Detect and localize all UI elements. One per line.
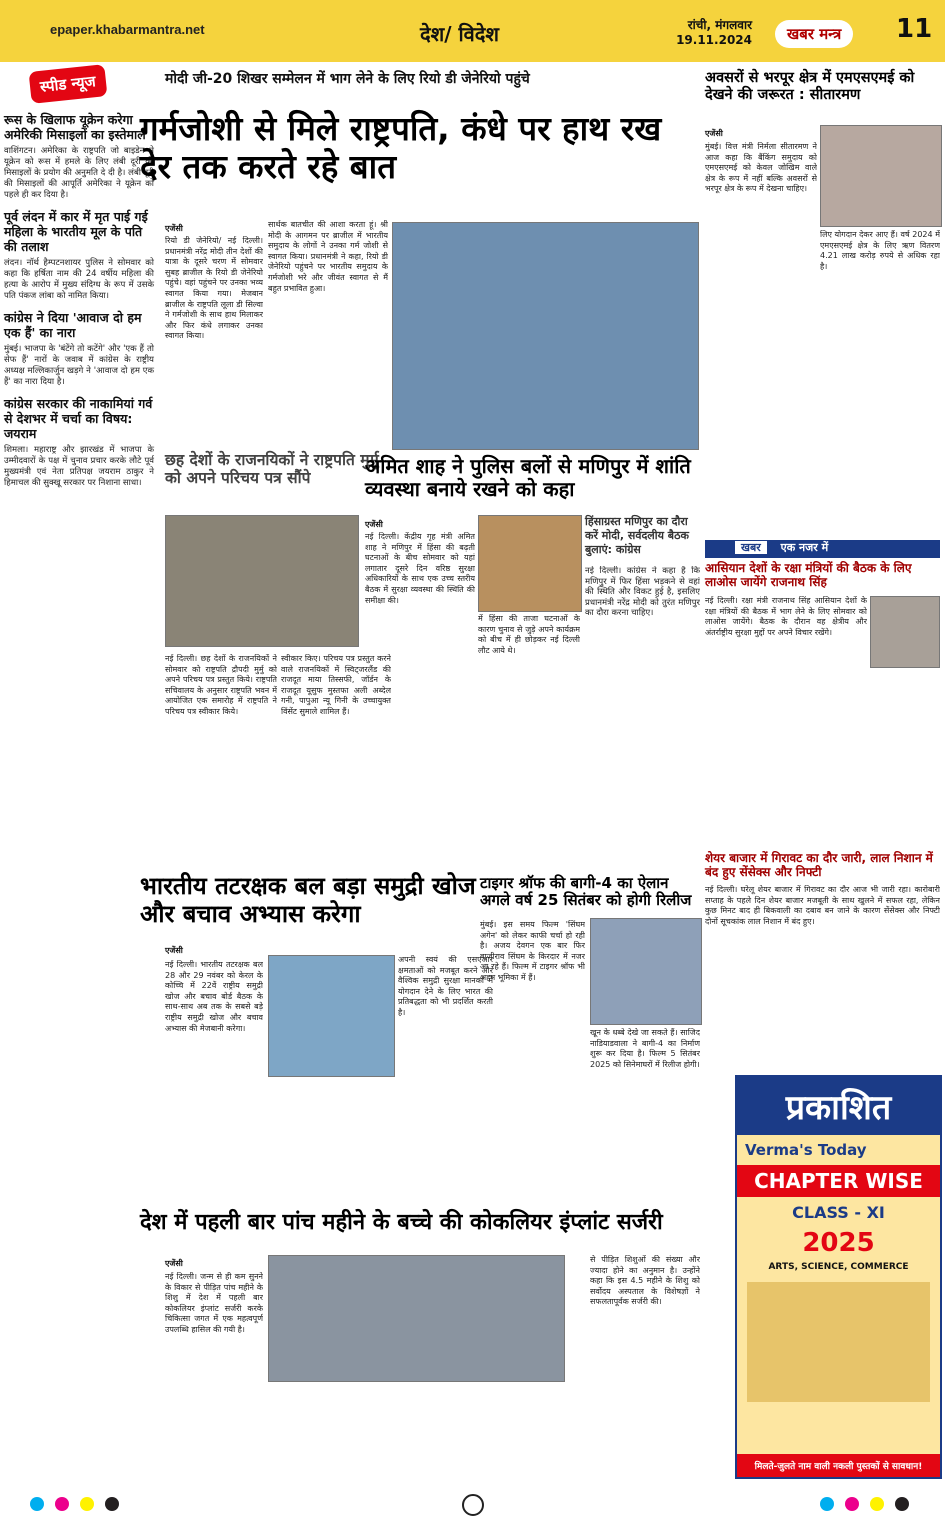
lead-body-col-2: सार्थक बातचीत की आशा करता हूं। श्री मोदी के आगमन पर ब्राजील में भारतीय समुदाय के लोगों ने उनका गर्म जोशी से स्वागत किया। प्रधानमंत्री ने कहा, रियो डी जेनेरियो पहुंचने पर भारतीय समुदाय के गर्मजोशी भरे और जीवंत स्वागत से मैं बहुत प्रभावित हुआ। bbox=[268, 220, 388, 293]
advert-class: CLASS - XI bbox=[792, 1203, 885, 1222]
advert-footer: मिलते-जुलते नाम वाली नकली पुस्तकों से सावधान! bbox=[737, 1454, 940, 1477]
advert-product: CHAPTER WISE bbox=[737, 1165, 940, 1197]
sidebar-story-2-body: लंदन। नॉर्थ हैम्पटनशायर पुलिस ने सोमवार को कहा कि हर्षिता नाम की 24 वर्षीय महिला की हत्या के आरोप में मुख्य संदिग्ध के रूप में उसके पति पंकज लांबा को नामित किया। bbox=[4, 258, 154, 301]
advert-year: 2025 bbox=[802, 1228, 875, 1258]
lead-headline[interactable]: गर्मजोशी से मिले राष्ट्रपति, कंधे पर हाथ रख देर तक करते रहे बात bbox=[140, 109, 662, 186]
advert-brand: Verma's Today bbox=[745, 1141, 867, 1159]
market-headline[interactable]: शेयर बाजार में गिरावट का दौर जारी, लाल निशान में बंद हुए सेंसेक्स और निफ्टी bbox=[705, 851, 933, 879]
tiger-headline[interactable]: टाइगर श्रॉफ की बागी-4 का ऐलान अगले वर्ष 25 सितंबर को होगी रिलीज bbox=[480, 874, 692, 910]
coastguard-body-col-2: अपनी स्वयं की एसएआर क्षमताओं को मजबूत करने और वैश्विक समुद्री सुरक्षा मानकों में योगदान देने के लिए भारत की प्रतिबद्धता को भी प्रदर्शित करती है। bbox=[398, 955, 493, 1017]
msme-body-col-1: मुंबई। वित्त मंत्री निर्मला सीतारमण ने आज कहा कि बैंकिंग समुदाय को एमएसएमई को केवल जोखिम वाले क्षेत्र के रूप में नहीं बल्कि अवसरों से भरपूर क्षेत्र के रूप में देखना चाहिए। bbox=[705, 142, 817, 194]
tiger-body-col-2: खून के धब्बे देखे जा सकते हैं। साजिद नाडियाडवाला ने बागी-4 का निर्माण शुरू कर दिया है। फिल्म 5 सितंबर 2025 को सिनेमाघरों में रिलीज होगी। bbox=[590, 1028, 700, 1069]
cochlear-headline[interactable]: देश में पहली बार पांच महीने के बच्चे की कोकलियर इंप्लांट सर्जरी bbox=[140, 1210, 663, 1235]
magenta-dot-icon bbox=[845, 1497, 859, 1511]
coastguard-body-col-1: नई दिल्ली। भारतीय तटरक्षक बल 28 और 29 नवंबर को केरल के कोच्चि में 22वें राष्ट्रीय समुद्री खोज और बचाव बोर्ड बैठक के साथ-साथ अब तक के सबसे बड़े राष्ट्रीय समुद्री खोज और बचाव अभ्यास की मेजबानी करेगा। bbox=[165, 960, 263, 1033]
newspaper-logo: खबर मन्त्र bbox=[775, 20, 853, 48]
diplomats-body-col-2: स्वीकार किए। परिचय पत्र प्रस्तुत करने वाले राजनयिकों में स्विट्जरलैंड की राजदूत माया तिस्सफी, जॉर्डन के राजदूत यूसुफ मुस्तफा अली अब्देल गनी, पापुआ न्यू गिनी के उच्चायुक्त विंसेंट सुमाले शामिल हैं। bbox=[281, 654, 391, 716]
black-dot-icon bbox=[895, 1497, 909, 1511]
msme-body-col-2: लिए योगदान देकर आए हैं। वर्ष 2024 में एमएसएमई क्षेत्र के लिए ऋण वितरण 4.21 लाख करोड़ रुपये से अधिक रहा है। bbox=[820, 230, 940, 271]
sitharaman-photo bbox=[820, 125, 942, 227]
lead-byline: एजेंसी bbox=[165, 224, 183, 233]
lead-kicker: मोदी जी-20 शिखर सम्मेलन में भाग लेने के लिए रियो डी जेनेरियो पहुंचे bbox=[165, 71, 530, 87]
president-photo bbox=[165, 515, 359, 647]
print-registration-bar bbox=[0, 1490, 945, 1517]
cochlear-byline: एजेंसी bbox=[165, 1259, 183, 1268]
rajnath-singh-photo bbox=[870, 596, 940, 668]
book-advertisement[interactable] bbox=[735, 1075, 942, 1479]
sidebar-story-4-head[interactable]: कांग्रेस सरकार की नाकामियां गर्व से देशभर में चर्चा का विषय: जयराम bbox=[4, 396, 153, 441]
manipur-body-col-2: में हिंसा की ताजा घटनाओं के कारण चुनाव से जुड़े अपने कार्यक्रम को बीच में ही छोड़कर नई दिल्ली लौट आये थे। bbox=[478, 614, 580, 655]
city-day: रांची, मंगलवार bbox=[687, 18, 752, 32]
diplomats-body-col-1: नई दिल्ली। छह देशों के राजनयिकों ने सोमवार को राष्ट्रपति द्रौपदी मुर्मु को अपने परिचय पत्र प्रस्तुत किये। राष्ट्रपति सचिवालय के अनुसार राष्ट्रपति भवन में आयोजित एक समारोह में राष्ट्रपति ने परिचय पत्र स्वीकार किये। bbox=[165, 654, 277, 716]
asean-body: नई दिल्ली। रक्षा मंत्री राजनाथ सिंह आसियान देशों के रक्षा मंत्रियों की बैठक में भाग लेने के लिए सोमवार को लाओस जायेंगे। बैठक के दौरान वह क्षेत्रीय और अंतर्राष्ट्रीय सुरक्षा मुद्दों पर अपने विचार रखेंगे। bbox=[705, 596, 867, 637]
asean-headline[interactable]: आसियान देशों के रक्षा मंत्रियों की बैठक के लिए लाओस जायेंगे राजनाथ सिंह bbox=[705, 561, 912, 589]
section-title: देश/ विदेश bbox=[420, 22, 500, 46]
modi-lula-photo bbox=[392, 222, 699, 450]
diplomats-headline[interactable]: छह देशों के राजनयिकों ने राष्ट्रपति मुर्मु को अपने परिचय पत्र सौंपे bbox=[165, 451, 379, 487]
registration-mark-icon bbox=[462, 1494, 484, 1516]
sidebar-story-1-head[interactable]: रूस के खिलाफ यूक्रेन करेगा अमेरिकी मिसाइलों का इस्तेमाल bbox=[4, 112, 146, 142]
news-at-a-glance-bar bbox=[705, 540, 940, 558]
page-number: 11 bbox=[896, 14, 933, 44]
tiger-shroff-photo bbox=[590, 918, 702, 1025]
manipur-byline: एजेंसी bbox=[365, 520, 383, 529]
dateline bbox=[634, 18, 752, 48]
sidebar-story-2-head[interactable]: पूर्व लंदन में कार में मृत पाई गई महिला के भारतीय मूल के पति की तलाश bbox=[4, 209, 148, 254]
coastguard-photo bbox=[268, 955, 395, 1077]
cyan-dot-icon bbox=[30, 1497, 44, 1511]
khabar-title: एक नजर में bbox=[780, 541, 829, 554]
site-domain[interactable]: epaper.khabarmantra.net bbox=[50, 22, 205, 37]
tiger-body-col-1: मुंबई। इस समय फिल्म 'सिंघम अगेन' को लेकर काफी चर्चा हो रही है। अजय देवगन एक बार फिर बाजीराव सिंघम के किरदार में नजर आ रहे हैं। फिल्म में टाइगर श्रॉफ भी अहम भूमिका में हैं। bbox=[480, 920, 585, 982]
cochlear-body-col-1: नई दिल्ली। जन्म से ही कम सुनने के विकार से पीड़ित पांच महीने के शिशु में देश में पहली बार कोकलियर इंप्लांट सर्जरी करके चिकित्सा जगत में एक महत्वपूर्ण उपलब्धि हासिल की गयी है। bbox=[165, 1272, 263, 1334]
msme-headline[interactable]: अवसरों से भरपूर क्षेत्र में एमएसएमई को देखने की जरूरत : सीतारमण bbox=[705, 70, 915, 103]
sidebar-story-3-body: मुंबई। भाजपा के 'बंटेंगे तो कटेंगे' और 'एक हैं तो सेफ हैं' नारों के जवाब में कांग्रेस के राष्ट्रीय अध्यक्ष मल्लिकार्जुन खड़गे ने 'आवाज दो हम एक हैं' का नारा दिया है। bbox=[4, 344, 154, 387]
advert-title: प्रकाशित bbox=[737, 1077, 940, 1135]
sidebar-story-1-body: वाशिंगटन। अमेरिका के राष्ट्रपति जो बाइडेन ने यूक्रेन को रूस में हमले के लिए लंबी दूरी की मिसाइलों के प्रयोग की अनुमति दे दी है। लंबी दूरी की मिसाइलों की आपूर्ति अमेरिका ने यूक्रेन को पहले ही कर दिया है। bbox=[4, 146, 154, 200]
msme-byline: एजेंसी bbox=[705, 129, 723, 138]
yellow-dot-icon bbox=[80, 1497, 94, 1511]
black-dot-icon bbox=[105, 1497, 119, 1511]
market-body: नई दिल्ली। घरेलू शेयर बाजार में गिरावट का दौर आज भी जारी रहा। कारोबारी सप्ताह के पहले दिन शेयर बाजार मजबूती के साथ खुलने में सफल रहा, लेकिन कुछ मिनट बाद ही बिकवाली का दबाव बन जाने के कारण सेंसेक्स और निफ्टी दोनों सूचकांक लाल निशान में बंद हुए। bbox=[705, 885, 940, 926]
manipur-body-col-1: नई दिल्ली। केंद्रीय गृह मंत्री अमित शाह ने मणिपुर में हिंसा की बढ़ती घटनाओं के बीच सोमवार को यहां लगातार दूसरे दिन वरिष्ठ सुरक्षा अधिकारियों के साथ एक उच्च स्तरीय बैठक में सुरक्षा व्यवस्था की स्थिति की समीक्षा की। bbox=[365, 532, 475, 605]
manipur-headline[interactable]: अमित शाह ने पुलिस बलों से मणिपुर में शांति व्यवस्था बनाये रखने को कहा bbox=[365, 454, 691, 501]
manipur-side-body: नई दिल्ली। कांग्रेस ने कहा है कि मणिपुर में फिर हिंसा भड़कने से वहां की स्थिति और विकट हुई है, इसलिए प्रधानमंत्री नरेंद्र मोदी को तुरंत मणिपुर का दौरा करना चाहिए। bbox=[585, 566, 700, 619]
issue-date: 19.11.2024 bbox=[676, 33, 752, 47]
speed-news-column bbox=[4, 112, 154, 1522]
cochlear-body-col-2: से पीड़ित शिशुओं की संख्या और ज्यादा होने का अनुमान है। उन्होंने कहा कि इस 4.5 महीने के शिशु को सर्वोदय अस्पताल के विशेषज्ञों ने सफलतापूर्वक सर्जरी की। bbox=[590, 1255, 700, 1307]
coastguard-headline[interactable]: भारतीय तटरक्षक बल बड़ा समुद्री खोज और बचाव अभ्यास करेगा bbox=[140, 872, 476, 928]
cochlear-photo bbox=[268, 1255, 565, 1382]
sidebar-story-3-head[interactable]: कांग्रेस ने दिया 'आवाज दो हम एक हैं' का नारा bbox=[4, 310, 142, 340]
amit-shah-photo bbox=[478, 515, 582, 612]
sidebar-story-4-body: शिमला। महाराष्ट्र और झारखंड में भाजपा के उम्मीदवारों के पक्ष में चुनाव प्रचार करके लौटे पूर्व मुख्यमंत्री एवं नेता प्रतिपक्ष जयराम ठाकुर ने हिमाचल की सुक्खू सरकार पर निशाना साधा। bbox=[4, 445, 154, 488]
advert-book-covers bbox=[747, 1282, 930, 1402]
speed-news-badge: स्पीड न्यूज bbox=[29, 64, 108, 104]
khabar-label: खबर bbox=[735, 541, 767, 554]
magenta-dot-icon bbox=[55, 1497, 69, 1511]
manipur-side-head[interactable]: हिंसाग्रस्त मणिपुर का दौरा करें मोदी, सर्वदलीय बैठक बुलाएं: कांग्रेस bbox=[585, 515, 689, 556]
lead-body-col-1: रियो डी जेनेरियो/ नई दिल्ली। प्रधानमंत्री नरेंद्र मोदी तीन देशों की यात्रा के दूसरे चरण में सोमवार सुबह ब्राजील के रियो डी जेनेरियो पहुंचे। वहां पहुंचने पर उनका भव्य स्वागत किया गया। मेजबान ब्राजील के राष्ट्रपति लूला डी सिल्वा ने गर्मजोशी के साथ हाथ मिलाकर और फिर कंधे लगाकर उनका स्वागत किया। bbox=[165, 236, 263, 341]
advert-subjects: ARTS, SCIENCE, COMMERCE bbox=[768, 1262, 909, 1272]
coastguard-byline: एजेंसी bbox=[165, 946, 183, 955]
cyan-dot-icon bbox=[820, 1497, 834, 1511]
yellow-dot-icon bbox=[870, 1497, 884, 1511]
